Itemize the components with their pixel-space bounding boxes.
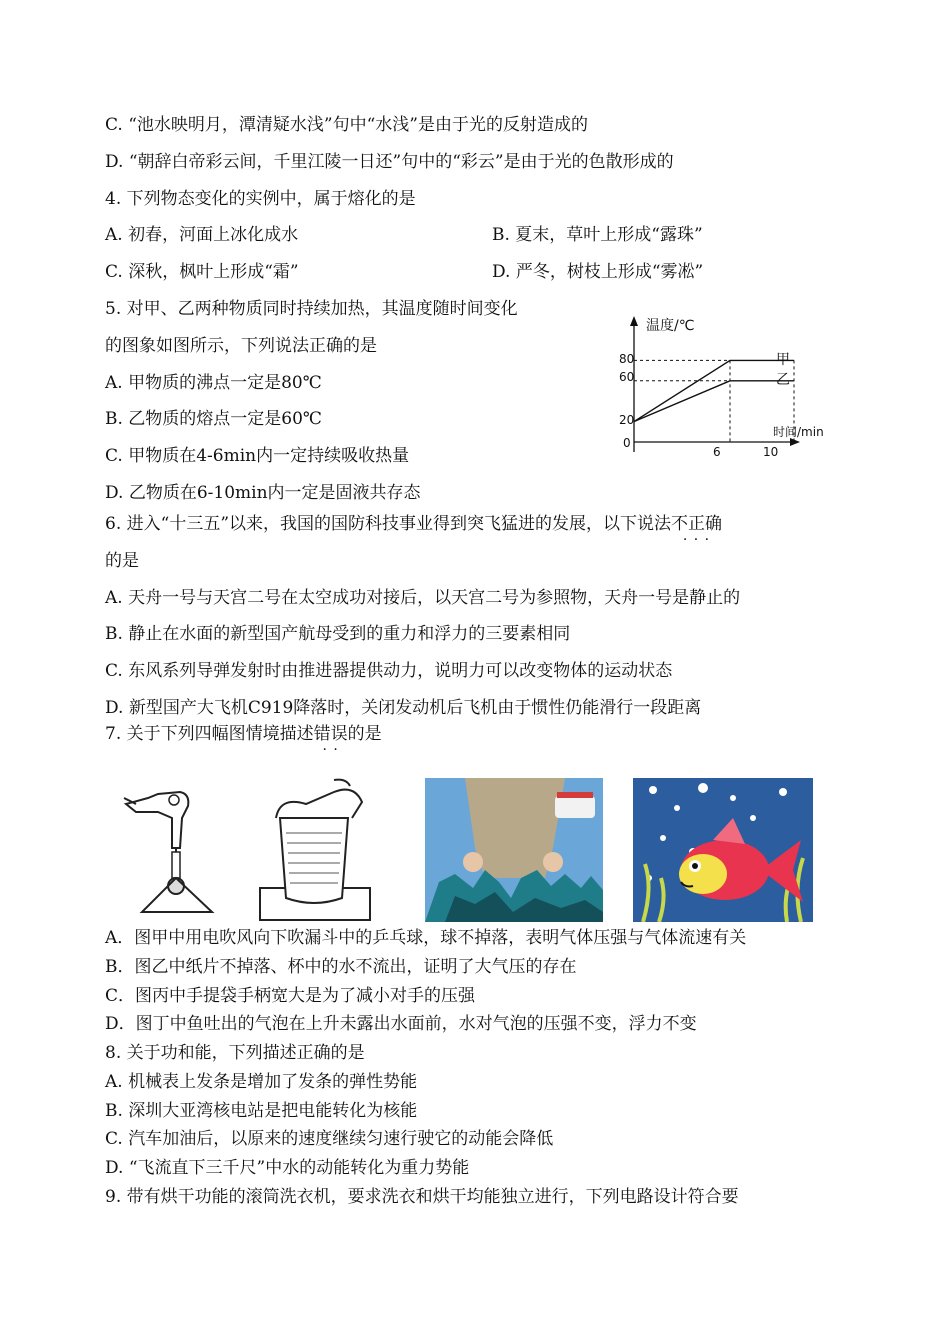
q7-stem-end: 的是 [347,724,382,744]
q5-stem-line1: 5. 对甲、乙两种物质同时持续加热，其温度随时间变化 [105,299,518,319]
q3-option-c: C. “池水映明月，潭清疑水浅”句中“水浅”是由于光的反射造成的 [105,115,588,135]
y-tick-60: 60 [619,370,635,384]
q6-stem-text: 6. 进入“十三五”以来，我国的国防科技事业得到突飞猛进的发展，以下说法 [105,514,672,534]
q6-stem-line1 [105,513,722,535]
q6-option-b: B. 静止在水面的新型国产航母受到的重力和浮力的三要素相同 [105,624,571,644]
cup-paper-image [250,778,380,922]
handbag-handle-image [425,778,603,922]
hair-dryer-funnel-image [118,778,228,922]
q5-option-a: A. 甲物质的沸点一定是80℃ [105,373,322,393]
q4-option-d: D. 严冬，树枝上形成“雾凇” [492,262,704,282]
q8-option-d: D. “飞流直下三千尺”中水的动能转化为重力势能 [105,1158,470,1178]
y-tick-80: 80 [619,352,635,366]
q8-option-b: B. 深圳大亚湾核电站是把电能转化为核能 [105,1101,418,1121]
q7-stem-text: 7. 关于下列四幅图情境描述 [105,724,314,744]
temperature-time-graph [610,312,850,467]
q8-option-a: A. 机械表上发条是增加了发条的弹性势能 [105,1072,418,1092]
q5-option-d: D. 乙物质在6-10min内一定是固液共存态 [105,483,421,503]
q5-option-b: B. 乙物质的熔点一定是60℃ [105,409,322,429]
x-axis-label: 时间/min [773,425,824,439]
q4-option-a: A. 初春，河面上冰化成水 [105,225,299,245]
q5-option-c: C. 甲物质在4-6min内一定持续吸收热量 [105,446,410,466]
fish-bubbles-image [633,778,813,922]
q3-option-d: D. “朝辞白帝彩云间，千里江陵一日还”句中的“彩云”是由于光的色散形成的 [105,152,674,172]
q6-option-a: A. 天舟一号与天宫二号在太空成功对接后，以天宫二号为参照物，天舟一号是静止的 [105,588,741,608]
q8-stem: 8. 关于功和能，下列描述正确的是 [105,1043,365,1063]
q7-option-d: D．图丁中鱼吐出的气泡在上升未露出水面前，水对气泡的压强不变，浮力不变 [105,1014,697,1034]
q6-stem-emphasis: 不正确 · · · [671,513,722,535]
q4-option-b: B. 夏末，草叶上形成“露珠” [492,225,703,245]
series-label-yi: 乙 [776,372,790,388]
q7-option-a: A．图甲中用电吹风向下吹漏斗中的乒乓球，球不掉落，表明气体压强与气体流速有关 [105,928,747,948]
q6-stem-line2: 的是 [105,551,139,571]
q7-stem [105,723,382,745]
q7-stem-emphasis: 错误 · · [314,723,348,745]
q7-option-c: C．图丙中手提袋手柄宽大是为了减小对手的压强 [105,986,476,1006]
q7-option-b: B．图乙中纸片不掉落、杯中的水不流出，证明了大气压的存在 [105,957,577,977]
x-tick-10: 10 [763,445,779,459]
series-line-jia [634,360,794,421]
x-tick-6: 6 [713,445,721,459]
series-line-yi [634,381,794,422]
q9-stem: 9. 带有烘干功能的滚筒洗衣机，要求洗衣和烘干均能独立进行，下列电路设计符合要 [105,1187,739,1207]
q8-option-c: C. 汽车加油后，以原来的速度继续匀速行驶它的动能会降低 [105,1129,554,1149]
y-tick-0: 0 [623,436,631,450]
graph-marks [634,360,794,442]
y-axis-label: 温度/℃ [646,318,695,334]
q6-option-d: D. 新型国产大飞机C919降落时，关闭发动机后飞机由于惯性仍能滑行一段距离 [105,698,702,718]
q4-stem: 4. 下列物态变化的实例中，属于熔化的是 [105,189,416,209]
q4-option-c: C. 深秋，枫叶上形成“霜” [105,262,299,282]
q6-option-c: C. 东风系列导弹发射时由推进器提供动力，说明力可以改变物体的运动状态 [105,661,673,681]
y-tick-20: 20 [619,413,635,427]
x-axis-arrow [790,438,800,446]
y-axis-arrow [630,316,638,326]
series-label-jia: 甲 [776,352,790,368]
q5-stem-line2: 的图象如图所示，下列说法正确的是 [105,336,377,356]
